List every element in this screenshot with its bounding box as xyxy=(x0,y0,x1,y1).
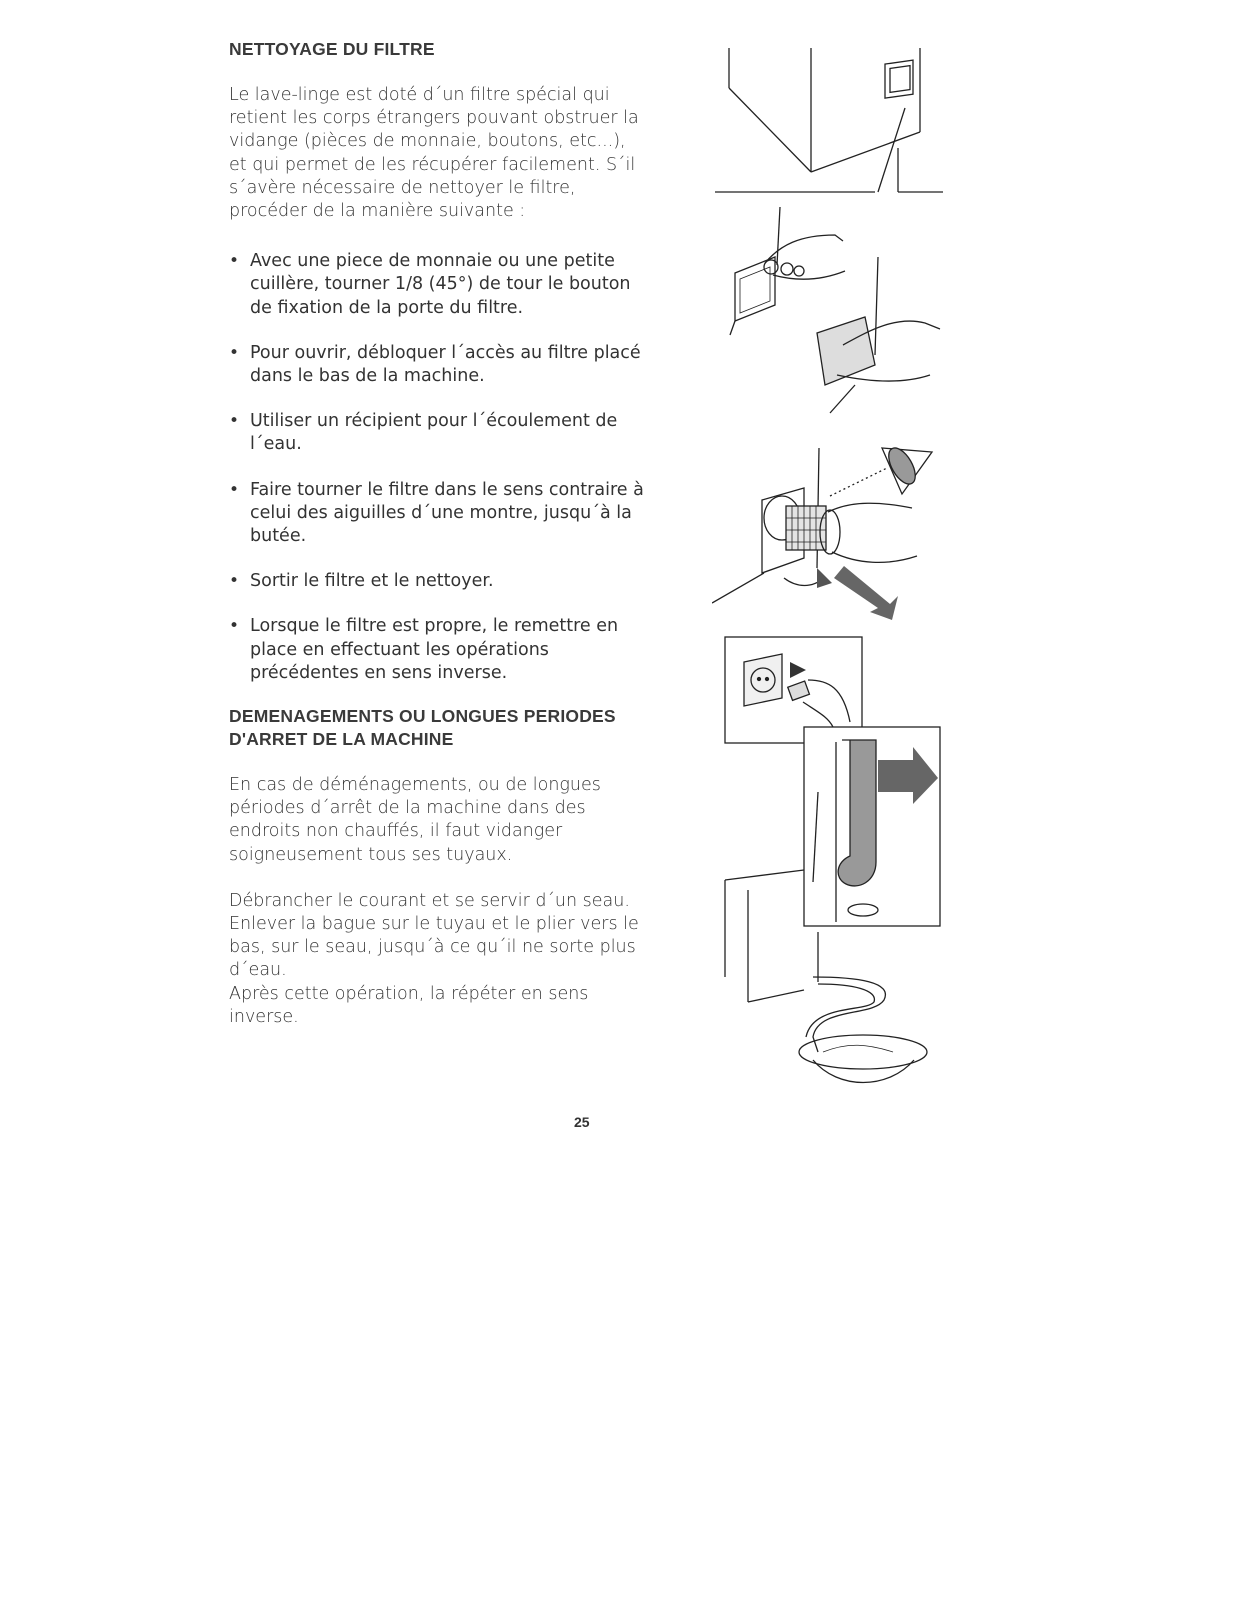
section-title-moving: DEMENAGEMENTS OU LONGUES PERIODES D'ARRET DE LA MACHINE xyxy=(229,706,616,750)
list-item: • Sortir le filtre et le nettoyer. xyxy=(229,570,679,593)
intro-line: Le lave-linge est doté d´un filtre spécial qui xyxy=(229,85,610,105)
list-item: • Faire tourner le filtre dans le sens contraire à celui des aiguilles d´une montre, jusqu´à la butée. xyxy=(229,479,679,549)
intro-line: s´avère nécessaire de nettoyer le filtre, xyxy=(229,177,576,198)
machine-filter-door-illustration xyxy=(715,48,945,200)
text-column xyxy=(229,38,679,1029)
open-filter-door-illustration xyxy=(725,205,950,415)
intro-line: et qui permet de les récupérer facilement. S´il xyxy=(229,154,636,175)
intro-line: retient les corps étrangers pouvant obstruer la xyxy=(229,108,639,129)
list-item: • Pour ouvrir, débloquer l´accès au filtre placé dans le bas de la machine. xyxy=(229,342,679,388)
list-item: • Avec une piece de monnaie ou une petite cuillère, tourner 1/8 (45°) de tour le bouton de fixation de la porte du filtre. xyxy=(229,250,679,320)
intro-line: procéder de la manière suivante : xyxy=(229,201,526,222)
intro-line: vidange (pièces de monnaie, boutons, etc...), xyxy=(229,131,626,152)
remove-filter-illustration xyxy=(712,438,944,623)
page-number: 25 xyxy=(574,1114,590,1130)
moving-paragraph-1: En cas de déménagements, ou de longues périodes d´arrêt de la machine dans des endroits non chauffés, il faut vidanger soigneusement tous ses tuyaux. xyxy=(229,775,601,865)
unplug-and-drain-illustration xyxy=(718,632,943,1087)
intro-paragraph xyxy=(229,84,679,223)
list-item: • Utiliser un récipient pour l´écoulement de l´eau. xyxy=(229,410,679,456)
list-item: • Lorsque le filtre est propre, le remettre en place en effectuant les opérations précédentes en sens inverse. xyxy=(229,615,679,685)
moving-paragraph-2: Débrancher le courant et se servir d´un seau. Enlever la bague sur le tuyau et le plier vers le bas, sur le seau, jusqu´à ce qu´il ne sorte plus d´eau. Après cette opération, la répéter en sens inverse. xyxy=(229,890,639,1027)
section-title-filter-cleaning: NETTOYAGE DU FILTRE xyxy=(229,39,435,59)
cleaning-steps-list xyxy=(229,250,679,685)
